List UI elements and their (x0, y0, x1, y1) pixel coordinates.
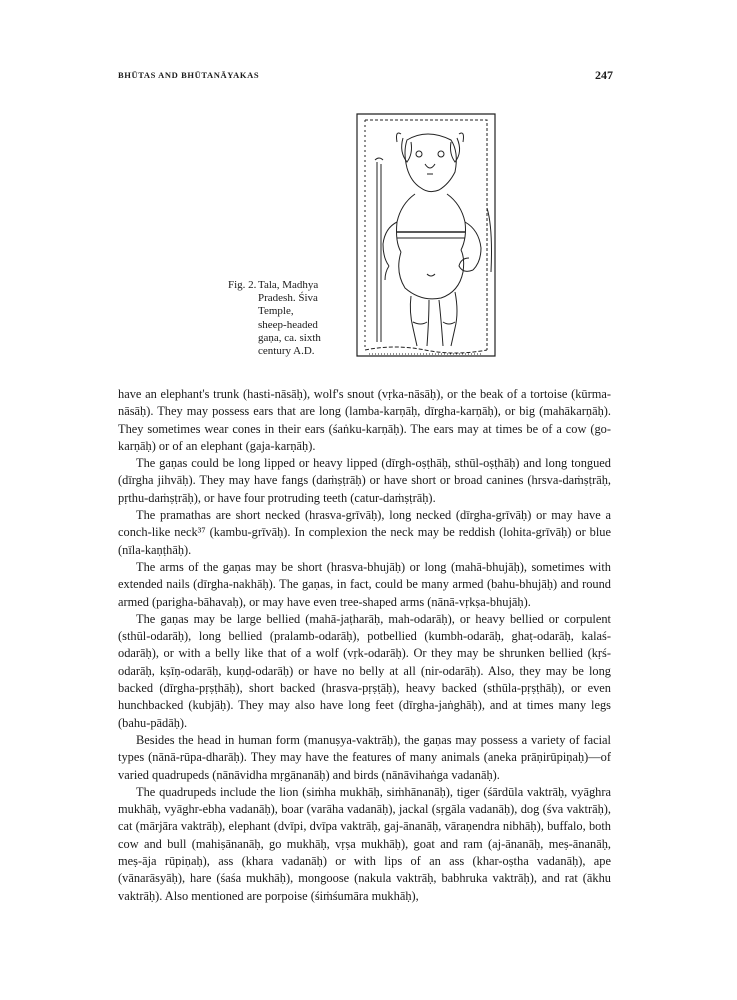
paragraph: have an elephant's trunk (hasti-nāsāḥ), wolf's snout (vṛka-nāsāḥ), or the beak of a tortoise (kūrma-nāsāḥ). They may possess ears that are long (lamba-karṇāḥ, dīrgha-karṇāḥ), or big (mahākarṇāḥ). They sometimes wear cones in their ears (śaṅku-karṇāḥ). The ears may at times be of a cow (go-karṇāḥ) or of an elephant (gaja-karṇāḥ). (118, 387, 611, 453)
paragraph: The arms of the gaṇas may be short (hrasva-bhujāḥ) or long (mahā-bhujāḥ), sometimes with extended nails (dīrgha-nakhāḥ). The gaṇas, in fact, could be many armed (bahu-bhujāḥ) and round armed (parigha-bāhavaḥ), or may have even tree-shaped arms (nānā-vṛkṣa-bhujāḥ). (118, 559, 611, 609)
sheep-headed-gana-drawing (355, 112, 497, 360)
paragraph: Besides the head in human form (manuṣya-vaktrāḥ), the gaṇas may possess a variety of facial types (nānā-rūpa-dharāḥ). They may have the features of many animals (aneka prāṇirūpiṇaḥ)—of varied quadrupeds (nānāvidha mṛgānanāḥ) and birds (nānāvihaṅga vadanāḥ). (118, 732, 611, 782)
paragraph: The pramathas are short necked (hrasva-grīvāḥ), long necked (dīrgha-grīvāḥ) or may have a conch-like neck³⁷ (kambu-grīvāḥ). In complexion the neck may be reddish (lohita-grīvāḥ) or blue (nīla-kaṇṭhāḥ). (118, 508, 611, 557)
figure-illustration (355, 112, 497, 360)
running-head: BHŪTAS AND BHŪTANĀYAKAS (118, 70, 260, 80)
body-text (118, 386, 611, 905)
paragraph: The quadrupeds include the lion (siṁha mukhāḥ, siṁhānanāḥ), tiger (śārdūla vaktrāḥ, vyāghra mukhāḥ, vyāghr-ebha vadanāḥ), boar (varāha vadanāḥ), jackal (sṛgāla vadanāḥ), dog (śva vaktrāḥ), cat (mārjāra vaktrāḥ), elephant (dvīpi, dvīpa vaktrāḥ, gaj-ānanāḥ, vāraṇendra nibhāḥ), buffalo, both cow and bull (mahiṣānanāḥ, go mukhāḥ, vṛṣa mukhāḥ), goat and ram (aj-ānanāḥ, meṣ-ānanāḥ, meṣ-āja rūpiṇaḥ), ass (khara vadanāḥ) or with lips of an ass (khar-oṣtha vadanāḥ), ape (vānarāsyāḥ), hare (śaśa mukhāḥ), mongoose (nakula vaktrāḥ, babhruka vaktrāḥ), and rat (ākhu vaktrāḥ). Also mentioned are porpoise (śiṁśumāra mukhāḥ), (118, 784, 611, 903)
caption-line: sheep-headed (258, 318, 318, 331)
figure-caption (228, 279, 348, 358)
caption-line: Temple, (258, 305, 294, 318)
caption-line: Tala, Madhya (258, 279, 319, 292)
caption-line: gaṇa, ca. sixth (258, 331, 321, 344)
page-number: 247 (595, 68, 613, 82)
caption-label: Fig. 2. (228, 279, 257, 291)
paragraph: The gaṇas may be large bellied (mahā-jaṭharāḥ, mah-odarāḥ), or heavy bellied or corpulent (sthūl-odarāḥ), long bellied (pralamb-odarāḥ), potbellied (kumbh-odarāḥ, ghaṭ-odarāḥ, kalaś-odarāḥ), or with a belly like that of a wolf (vṛk-odarāḥ). Or they may be shrunken bellied (kṛś-odarāḥ, kṣīṇ-odarāḥ, kuṇḍ-odarāḥ) or have no belly at all (nir-odarāḥ). Also, they may be long backed (dīrgha-pṛṣṭhāḥ), short backed (hrasva-pṛṣṭāḥ), heavy backed (sthūla-pṛṣṭhāḥ), or even hunchbacked (kubjāḥ). They may also have long feet (dīrgha-jaṅghāḥ), and at times many legs (bahu-pādāḥ). (118, 611, 611, 730)
caption-line: Pradesh. Śiva (258, 292, 318, 305)
caption-line: century A.D. (258, 345, 315, 358)
paragraph: The gaṇas could be long lipped or heavy lipped (dīrgh-oṣṭhāḥ, sthūl-oṣṭhāḥ) and long tongued (dīrgha jihvāḥ). They may have fangs (daṁṣṭrāḥ) or have short or broad canines (hrsva-daṁṣṭrāḥ, pṛthu-daṁṣṭrāḥ), or have four protruding teeth (catur-daṁṣṭrāḥ). (118, 456, 611, 505)
